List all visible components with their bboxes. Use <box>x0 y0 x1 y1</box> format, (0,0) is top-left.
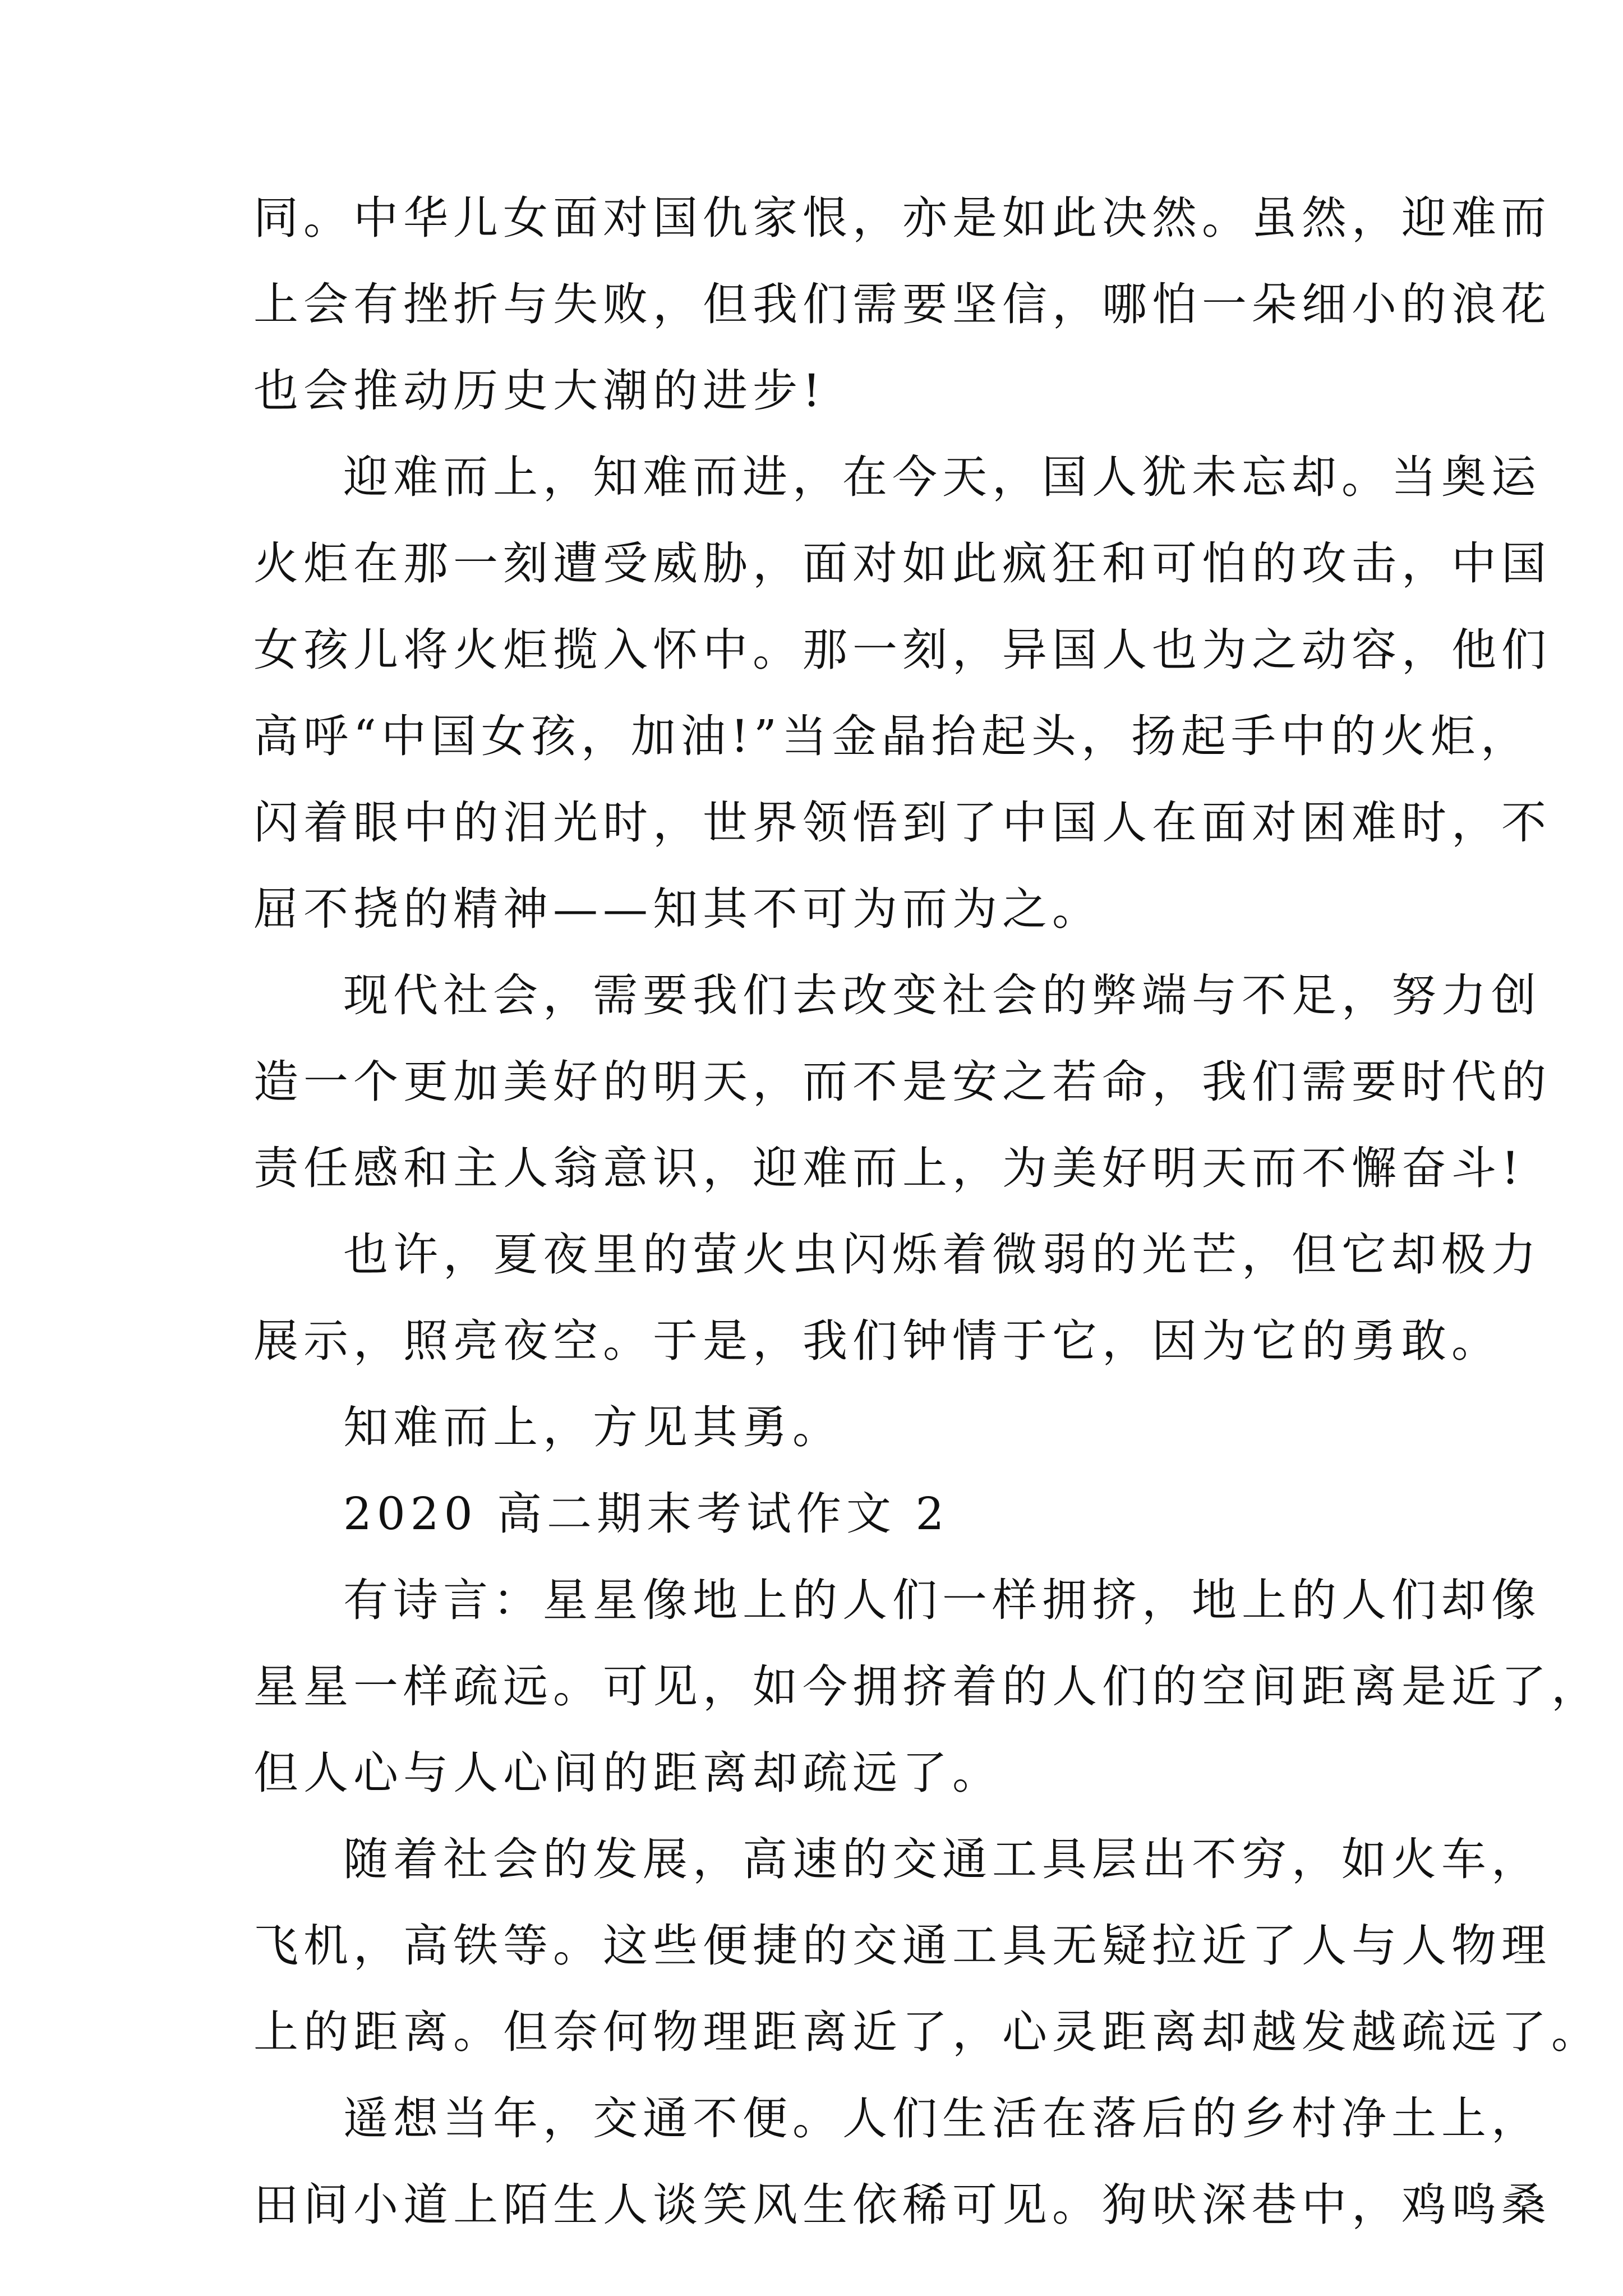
paragraph-start-line: 随着社会的发展，高速的交通工具层出不穷，如火车， <box>343 1833 1541 1885</box>
text-line: 闪着眼中的泪光时，世界领悟到了中国人在面对困难时，不 <box>253 797 1551 849</box>
text-line: 上会有挫折与失败，但我们需要坚信，哪怕一朵细小的浪花 <box>253 278 1551 330</box>
text-line: 星星一样疏远。可见，如今拥挤着的人们的空间距离是近了， <box>253 1660 1601 1713</box>
text-line: 屈不挠的精神——知其不可为而为之。 <box>253 883 1102 935</box>
text-line: 火炬在那一刻遭受威胁，面对如此疯狂和可怕的攻击，中国 <box>253 537 1551 590</box>
text-line: 田间小道上陌生人谈笑风生依稀可见。狗吠深巷中，鸡鸣桑 <box>253 2179 1551 2231</box>
text-line: 女孩儿将火炬揽入怀中。那一刻，异国人也为之动容，他们 <box>253 624 1551 676</box>
text-line: 高呼“中国女孩，加油!”当金晶抬起头，扬起手中的火炬， <box>253 710 1530 762</box>
paragraph-start-line: 遥想当年，交通不便。人们生活在落后的乡村净土上， <box>343 2092 1541 2145</box>
paragraph-start-line: 有诗言：星星像地上的人们一样拥挤，地上的人们却像 <box>343 1574 1541 1626</box>
paragraph-start-line: 迎难而上，知难而进，在今天，国人犹未忘却。当奥运 <box>343 451 1541 503</box>
text-line: 上的距离。但奈何物理距离近了，心灵距离却越发越疏远了。 <box>253 2006 1601 2058</box>
paragraph-start-line: 现代社会，需要我们去改变社会的弊端与不足，努力创 <box>343 969 1541 1022</box>
text-line: 造一个更加美好的明天，而不是安之若命，我们需要时代的 <box>253 1056 1551 1108</box>
text-line: 飞机，高铁等。这些便捷的交通工具无疑拉近了人与人物理 <box>253 1920 1551 1972</box>
text-line: 也会推动历史大潮的进步! <box>253 365 826 417</box>
text-line: 责任感和主人翁意识，迎难而上，为美好明天而不懈奋斗! <box>253 1142 1525 1194</box>
paragraph-start-line: 也许，夏夜里的萤火虫闪烁着微弱的光芒，但它却极力 <box>343 1228 1541 1281</box>
text-line: 展示，照亮夜空。于是，我们钟情于它，因为它的勇敢。 <box>253 1315 1501 1367</box>
section-heading: 2020 高二期末考试作文 2 <box>343 1488 949 1540</box>
essay-text <box>253 175 1601 2248</box>
text-line: 但人心与人心间的距离却疏远了。 <box>253 1747 1002 1799</box>
paragraph-start-line: 知难而上，方见其勇。 <box>343 1401 842 1453</box>
text-line: 同。中华儿女面对国仇家恨，亦是如此决然。虽然，迎难而 <box>253 192 1551 244</box>
